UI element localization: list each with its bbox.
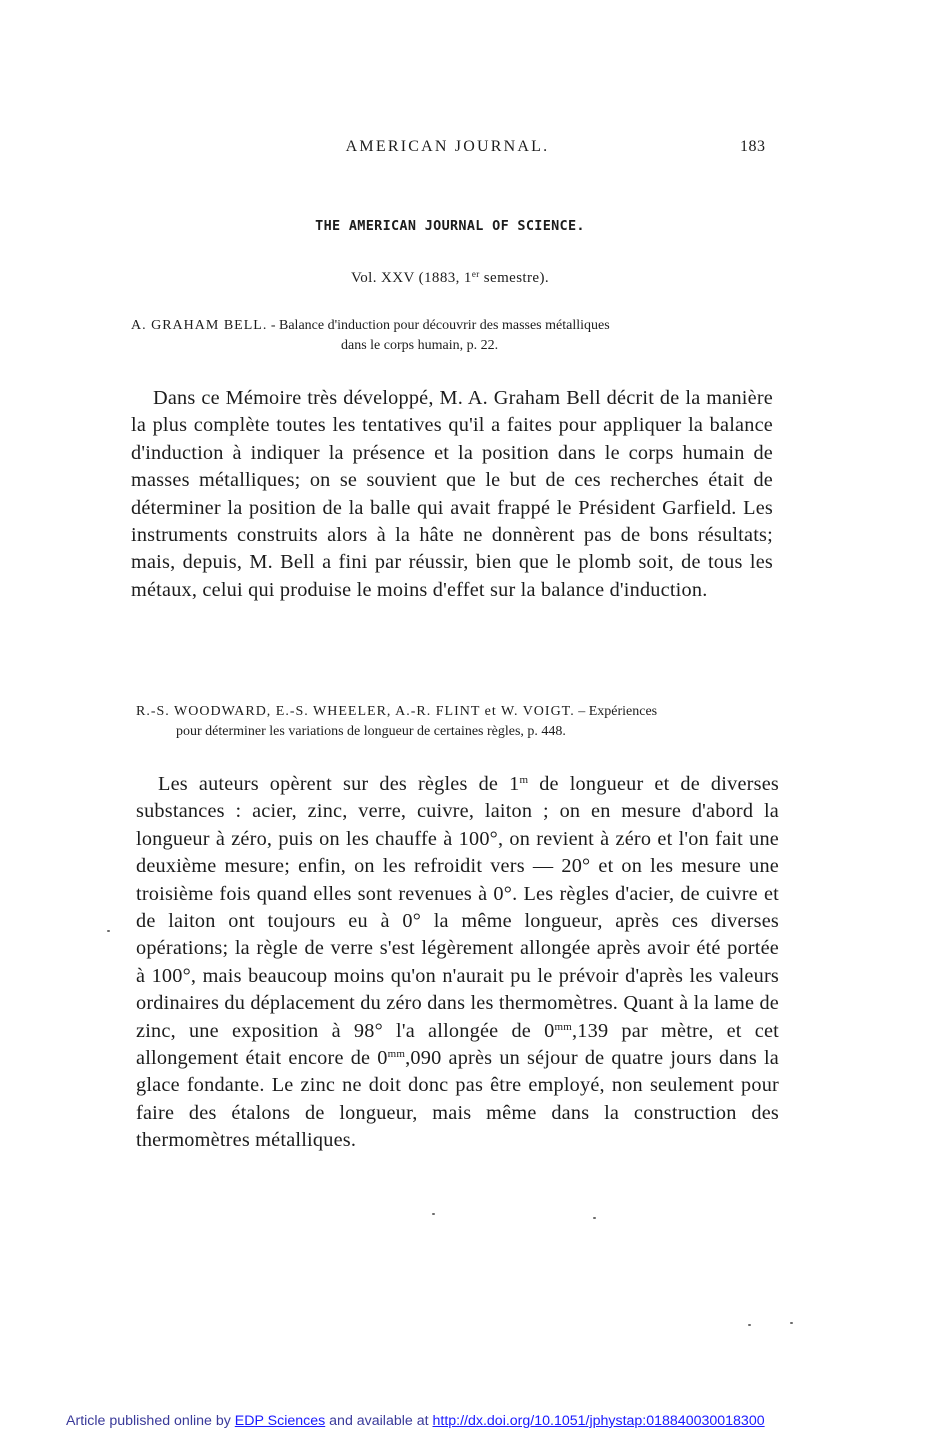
scan-speck [748,1324,751,1326]
article1-summary: Dans ce Mémoire très développé, M. A. Graham Bell décrit de la manière la plus complète toutes les tentatives qu'il a faites pour appliquer la balance d'induction à indiquer la présence et la position dans le corps humain de masses métalliques; on se souvient que le but de ces recherches était de déterminer la position de la balle qui avait frappé le Président Garfield. Les instruments construits alors à la hâte ne donnèrent pas de bons résultats; mais, depuis, M. Bell a fini par réussir, bien que le plomb soit, de tous les métaux, celui qui produise le moins d'effet sur la balance d'induction. [131,387,773,601]
publisher-link[interactable]: EDP Sciences [234,1413,326,1429]
article2-title-line2: pour déterminer les variations de longueur de certaines règles, p. 448. [176,724,566,739]
scan-speck [107,930,110,932]
running-title: AMERICAN JOURNAL. [345,138,550,155]
article2-body-part: ,090 après un séjour de quatre jours dans la glace fondante. Le zinc ne doit donc pas être employé, non seulement pour faire des étalons de longueur, mais même dans la construction des thermomètres métalliques. [136,1047,779,1152]
page-number: 183 [740,138,766,155]
doi-link[interactable]: http://dx.doi.org/10.1051/jphystap:018840030018300 [432,1413,765,1429]
volume-superscript: er [471,269,480,279]
unit-superscript: m [519,774,529,786]
section-heading: THE AMERICAN JOURNAL OF SCIENCE. [315,218,585,234]
footer-middle: and available at [325,1413,433,1429]
article2-body-part: ,139 par mètre, et cet allongement était encore de 0 [136,1019,779,1070]
unit-superscript: mm [554,1020,572,1033]
volume-suffix: semestre). [479,270,549,286]
scan-speck [432,1213,435,1215]
article2-summary [136,771,779,1155]
volume-line [0,269,900,287]
article2-body-part: Les auteurs opèrent sur des règles de 1 [158,773,520,795]
article2-reference [136,702,786,742]
article2-title-line1: – Expériences [574,704,658,719]
article1-authors: A. GRAHAM BELL. [131,318,268,333]
footer-prefix: Article published online by [66,1413,235,1429]
article1-title-line1: - Balance d'induction pour découvrir des masses métalliques [267,318,610,333]
unit-superscript: mm [387,1048,406,1061]
scan-speck [593,1217,596,1219]
running-head [0,138,930,160]
volume-prefix: Vol. XXV (1883, 1 [350,270,472,286]
article2-authors: R.-S. WOODWARD, E.-S. WHEELER, A.-R. FLINT et W. VOIGT. [136,704,575,719]
article2-body-part: de longueur et de diverses substances : acier, zinc, verre, cuivre, laiton ; on en mesure d'abord la longueur à zéro, puis on les chauffe à 100°, on revient à zéro et l'on fait une deuxième mesure; enfin, on les refroidit vers — 20° et on les mesure une troisième fois quand elles sont revenues à 0°. Les règles d'acier, de cuivre et de laiton ont toujours eu à 0° la même longueur, après ces diverses opérations; la règle de verre s'est légèrement allongée après avoir été portée à 100°, mais beaucoup moins qu'on n'aurait pu le prévoir d'après les valeurs ordinaires du déplacement du zéro dans les thermomètres. Quant à la lame de zinc, une exposition à 98° l'a allongée de 0 [136,773,779,1042]
article1-reference [131,316,781,356]
scan-speck [790,1322,793,1324]
article1-title-line2: dans le corps humain, p. 22. [341,338,499,353]
publication-footer [66,1413,926,1429]
